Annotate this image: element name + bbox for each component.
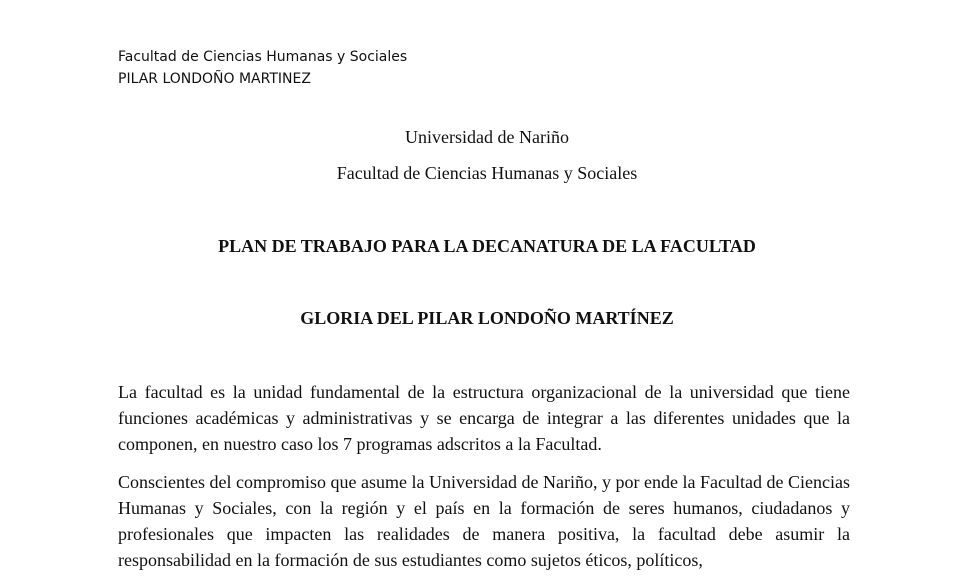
document-title: PLAN DE TRABAJO PARA LA DECANATURA DE LA FACULTAD bbox=[218, 236, 756, 256]
university-name: Universidad de Nariño bbox=[405, 127, 569, 147]
header-faculty-line: Facultad de Ciencias Humanas y Sociales bbox=[118, 49, 408, 65]
author-name: GLORIA DEL PILAR LONDOÑO MARTÍNEZ bbox=[300, 308, 674, 328]
faculty-name: Facultad de Ciencias Humanas y Sociales bbox=[336, 163, 638, 183]
page-header bbox=[118, 46, 407, 90]
paragraph-2: Conscientes del compromiso que asume la Universidad de Nariño, y por ende la Facultad de Ciencias Humanas y Sociales, con la región y el país en la formación de seres humanos, ciudadanos y profesionales que impacten las realidades de manera positiva, la facultad debe asumir la responsabilidad en la formación de sus estudiantes como sujetos éticos, políticos, bbox=[118, 472, 850, 570]
header-name-line: PILAR LONDOÑO MARTINEZ bbox=[118, 71, 311, 87]
paragraph-1: La facultad es la unidad fundamental de la estructura organizacional de la universidad que tiene funciones académicas y administrativas y se encarga de integrar a las diferentes unidades que la componen, en nuestro caso los 7 programas adscritos a la Facultad. bbox=[118, 382, 850, 454]
